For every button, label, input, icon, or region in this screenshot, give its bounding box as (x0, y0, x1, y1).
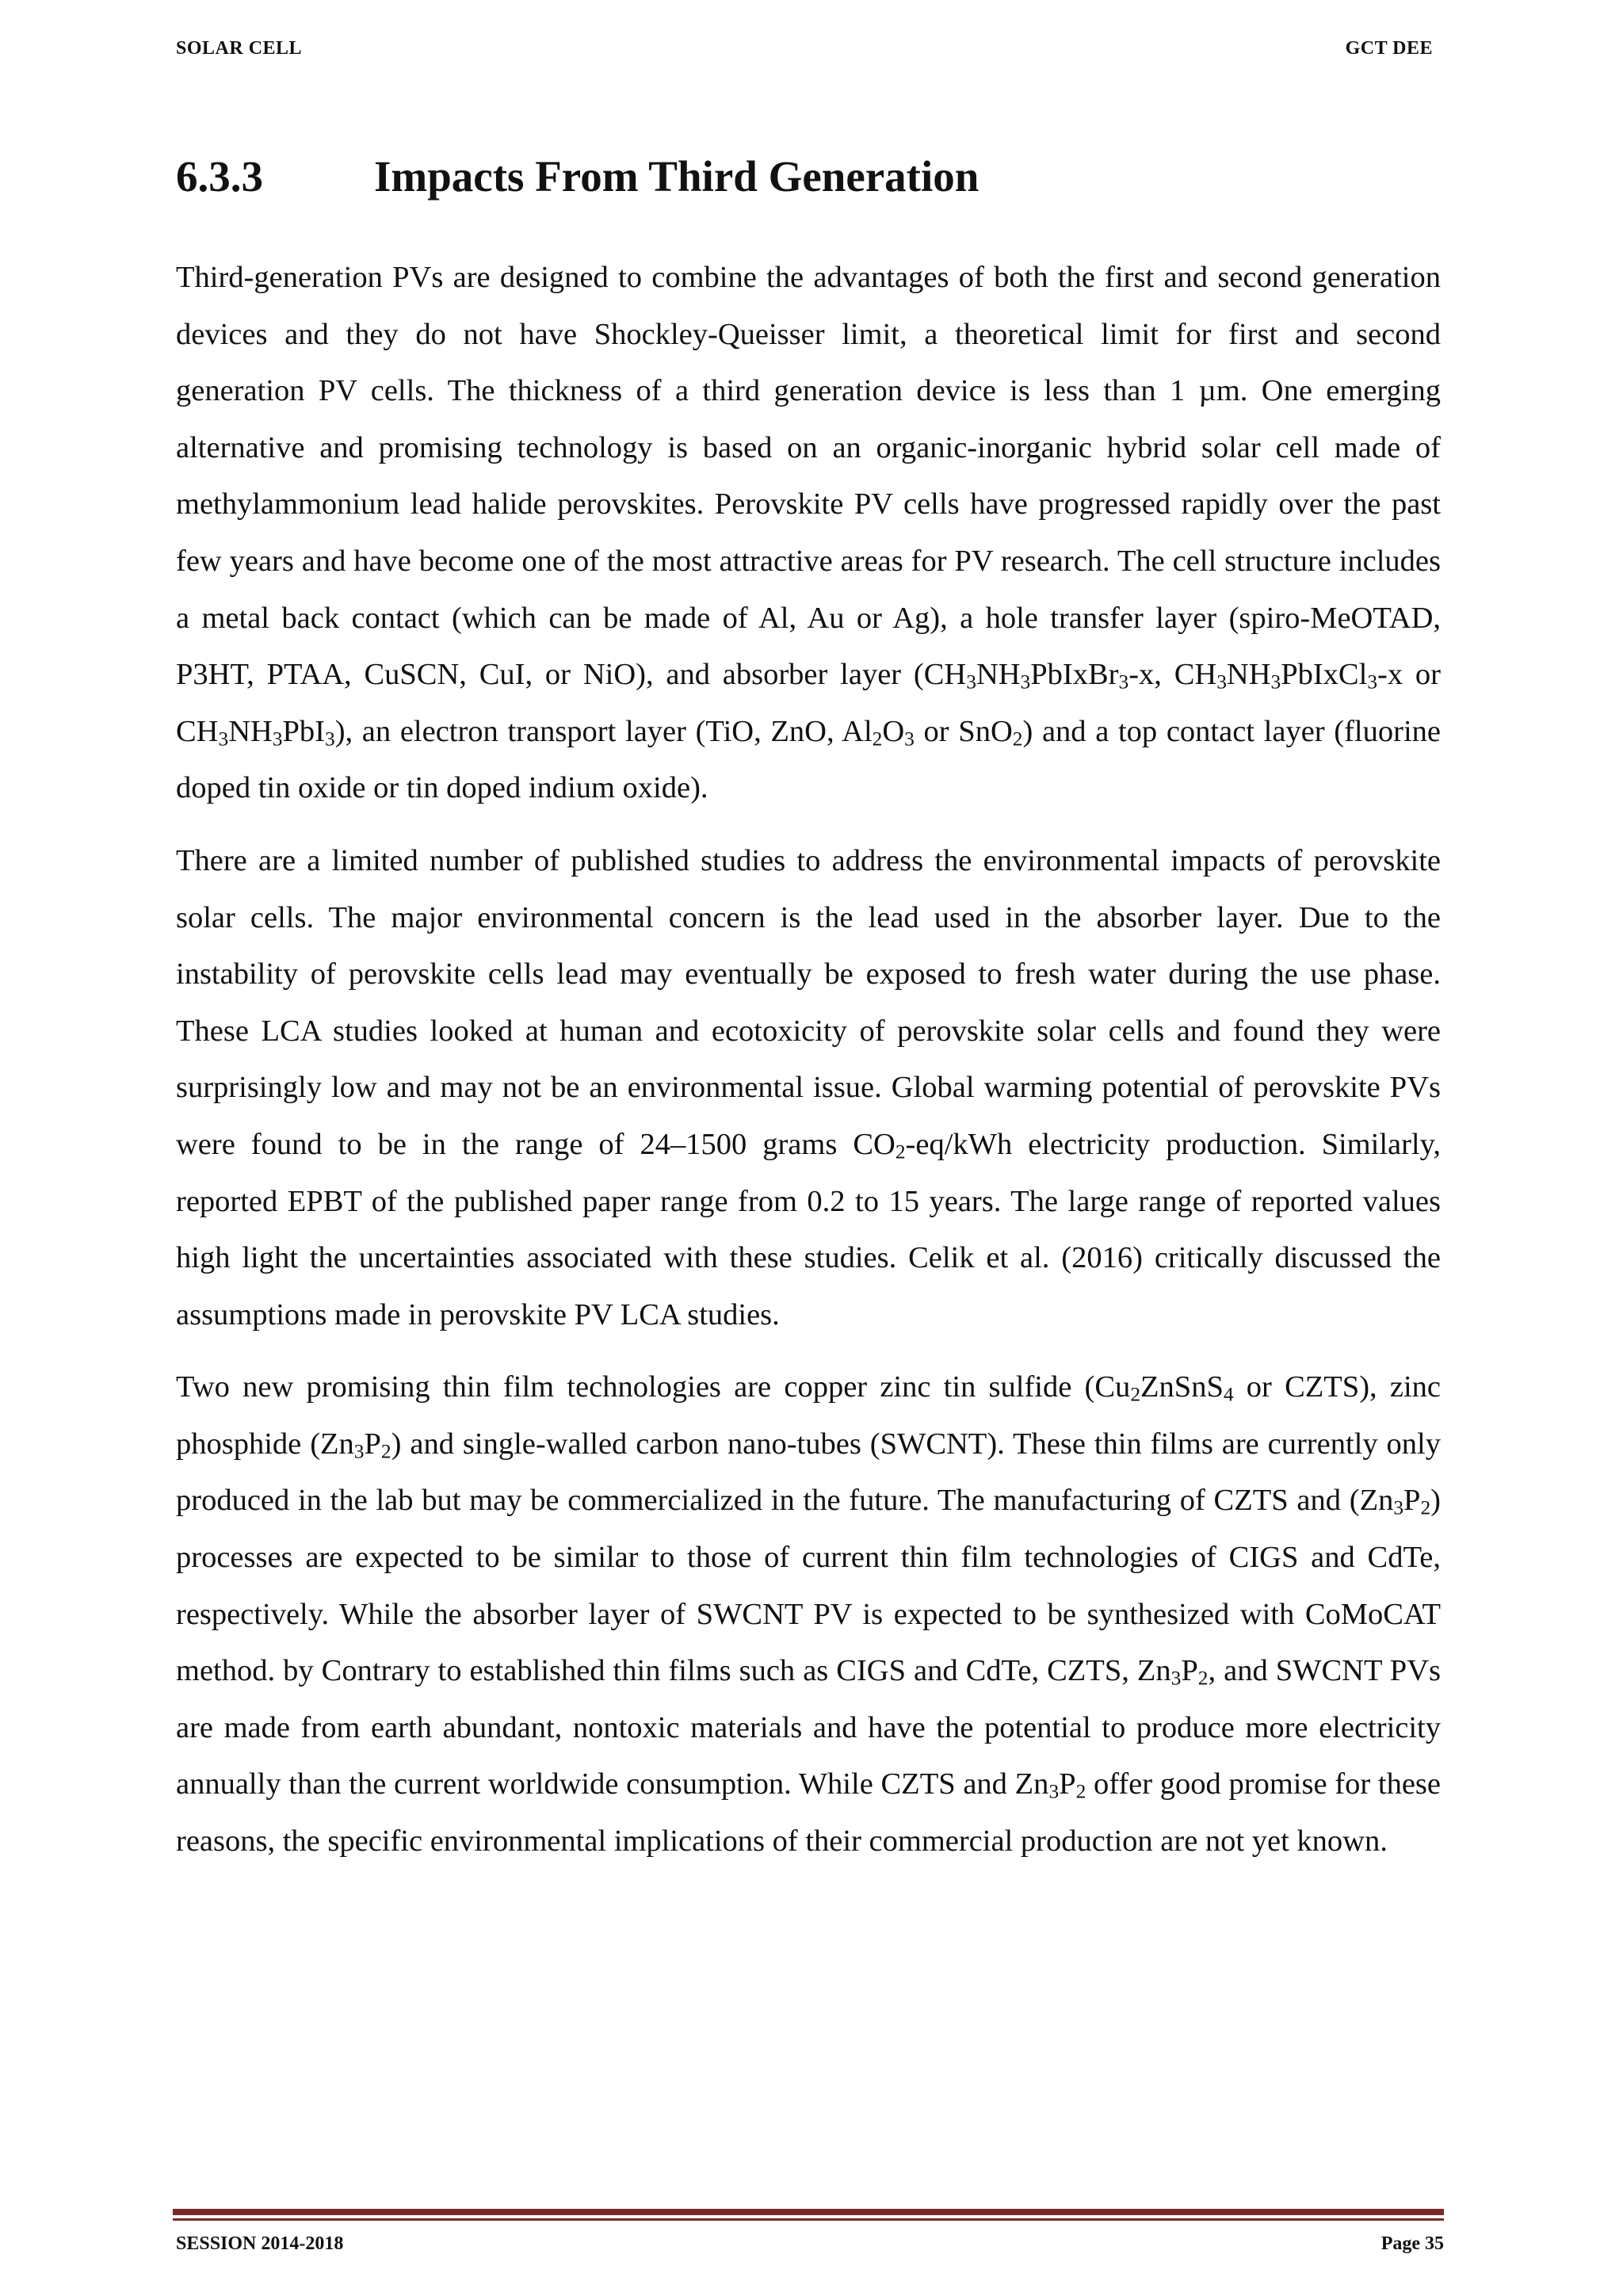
text-run: ), an electron transport layer (TiO, ZnO, (334, 714, 842, 748)
text-run: ) and single-walled carbon nano-tubes (SWCNT). These thin films are currently only produced in the lab but may be commercialized in the future. The manufacturing of CZTS and ( (176, 1427, 1441, 1518)
text-run: or CZTS), zinc phosphide ( (176, 1370, 1441, 1461)
footer-divider-thin (173, 2218, 1444, 2221)
chem-formula: SnO$_2$ (958, 714, 1023, 751)
page-footer (176, 2233, 1444, 2265)
text-run: There are a limited number of published studies to address the environmental impacts of perovskite solar cells. The major environmental concern is the lead used in the absorber layer. Due to the instability of perovskite cells lead may eventually be exposed to fresh water during the use phase. These LCA studies looked at human and ecotoxicity of perovskite solar cells and found they were surprisingly low and may not be an environmental issue. Global warming potential of perovskite PVs were found to be in the range of 24–1500 grams (176, 843, 1441, 1161)
paragraph-2 (176, 833, 1441, 1343)
chem-formula: $Zn_3P_2$ (1014, 1767, 1086, 1804)
chem-formula: $Zn_3P_2$ (1136, 1654, 1209, 1690)
text-run: ) processes are expected to be similar to those of current thin film technologies of CIGS and CdTe, respectively. While the absorber layer of SWCNT PV is expected to be synthesized with CoMoCAT method. by Contrary to established thin films such as CIGS and CdTe, CZTS, (176, 1484, 1441, 1688)
body-text (176, 250, 1441, 1886)
text-run: , and SWCNT PVs are made from earth abundant, nontoxic materials and have the potential to produce more electricity annually than the current worldwide consumption. While CZTS and (176, 1654, 1441, 1801)
chem-formula: $Al_2O_3$ (842, 714, 915, 751)
chem-formula: $Zn_3P_2$ (1359, 1484, 1431, 1520)
chem-formula: $Cu_2ZnSnS_4$ (1094, 1370, 1234, 1406)
section-title: Impacts From Third Generation (374, 152, 980, 201)
page-header (176, 38, 1433, 70)
chem-formula: $CH_3NH_3PbIxBr_3-x$, (923, 658, 1174, 693)
chem-formula: $Zn_3P_2$ (320, 1427, 391, 1463)
paragraph-3 (176, 1359, 1441, 1870)
paragraph-1 (176, 250, 1441, 817)
footer-divider-thick (173, 2209, 1444, 2215)
header-left-title: SOLAR CELL (176, 38, 303, 59)
footer-page-number: Page 35 (1381, 2233, 1444, 2254)
text-run: or (914, 714, 959, 748)
text-run: Two new promising thin film technologies are copper zinc tin sulfide ( (176, 1370, 1095, 1404)
footer-session: SESSION 2014-2018 (176, 2233, 344, 2254)
header-right-title: GCT DEE (1345, 38, 1433, 59)
text-run: ) and a top contact layer (fluorine doped tin oxide or tin doped indium oxide). (176, 714, 1441, 805)
text-run: -eq/kWh electricity production. Similarly, reported EPBT of the published paper range from 0.2 to 15 years. The large range of reported values high light the uncertainties associated with these studies. Celik et al. (2016) critically discussed the assumptions made in perovskite PV LCA studies. (176, 1127, 1441, 1331)
text-run: Third-generation PVs are designed to combine the advantages of both the first and second generation devices and they do not have Shockley-Queisser limit, a theoretical limit for first and second generation PV cells. The thickness of a third generation device is less than 1 µm. One emerging alternative and promising technology is based on an organic-inorganic hybrid solar cell made of methylammonium lead halide perovskites. Perovskite PV cells have progressed rapidly over the past few years and have become one of the most attractive areas for PV research. The cell structure includes a metal back contact (which can be made of Al, Au or Ag), a hole transfer layer (spiro-MeOTAD, P3HT, PTAA, CuSCN, CuI, or NiO), and absorber layer ( (176, 261, 1441, 692)
text-run: offer good promise for these reasons, the specific environmental implications of their commercial production are not yet known. (176, 1767, 1441, 1859)
chem-formula: $CH_3NH_3PbI_3$ (176, 714, 335, 751)
chem-formula: $CO_2$ (853, 1127, 906, 1163)
chem-formula: $CH_3NH_3PbIxCl_3-x$ or (1174, 658, 1441, 693)
section-heading (176, 151, 979, 203)
section-number: 6.3.3 (176, 152, 263, 201)
